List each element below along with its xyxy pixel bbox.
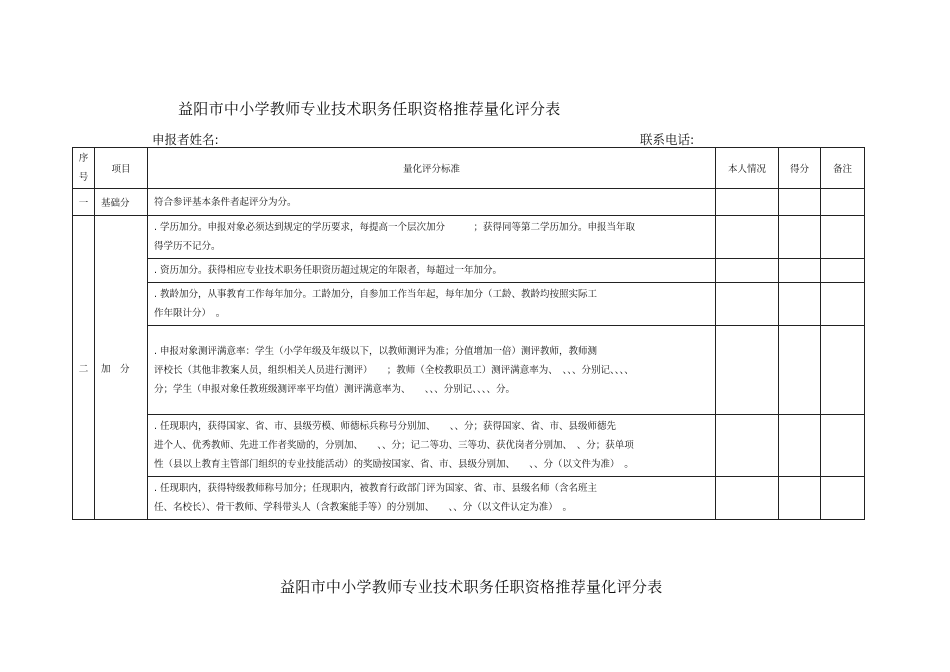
score-cell[interactable]: [779, 216, 821, 259]
header-number-top: 序: [78, 153, 89, 164]
score-cell[interactable]: [779, 283, 821, 326]
applicant-name-label: 申报者姓名:: [152, 132, 219, 147]
header-number: [73, 148, 95, 189]
page-title-repeat: 益阳市中小学教师专业技术职务任职资格推荐量化评分表: [280, 578, 663, 596]
table-row: [73, 216, 865, 259]
header-item: 项目: [95, 148, 148, 189]
self-cell[interactable]: [716, 259, 779, 283]
note-cell[interactable]: [821, 216, 865, 259]
row-item: 加 分: [95, 216, 148, 520]
table-row: [73, 189, 865, 216]
header-score: 得分: [779, 148, 821, 189]
header-standard: 量化评分标准: [148, 148, 716, 189]
row-standard: . 申报对象测评满意率：学生（小学年级及年级以下，以教师测评为准；分值增加一倍）测评教师，教师测 评校长（其他非教案人员，组织相关人员进行测评） ；教师（全校教职员工）测评满意率为、 、、、分别记、、、、 分；学生（申报对象任教班级测评率平均值）测评满意率为、 、、、分别记、、、、分。: [148, 326, 716, 415]
note-cell[interactable]: [821, 283, 865, 326]
header-number-bottom: 号: [78, 172, 89, 183]
score-cell[interactable]: [779, 477, 821, 520]
row-item: 基础分: [95, 189, 148, 216]
table-header-row: [73, 148, 865, 189]
score-cell[interactable]: [779, 415, 821, 477]
row-number: 二: [73, 216, 95, 520]
table-row: [73, 283, 865, 326]
self-cell[interactable]: [716, 477, 779, 520]
self-cell[interactable]: [716, 283, 779, 326]
table-row: [73, 415, 865, 477]
row-standard: . 资历加分。获得相应专业技术职务任职资历超过规定的年限者，每超过一年加分。: [148, 259, 716, 283]
row-number: 一: [73, 189, 95, 216]
self-cell[interactable]: [716, 415, 779, 477]
page-title: 益阳市中小学教师专业技术职务任职资格推荐量化评分表: [178, 100, 561, 118]
row-standard: . 学历加分。申报对象必须达到规定的学历要求，每提高一个层次加分 ；获得同等第二学历加分。申报当年取 得学历不记分。: [148, 216, 716, 259]
header-note: 备注: [821, 148, 865, 189]
self-cell[interactable]: [716, 189, 779, 216]
self-cell[interactable]: [716, 326, 779, 415]
note-cell[interactable]: [821, 326, 865, 415]
table-row: [73, 477, 865, 520]
note-cell[interactable]: [821, 415, 865, 477]
table-row: [73, 259, 865, 283]
phone-label: 联系电话:: [640, 132, 695, 147]
score-cell[interactable]: [779, 326, 821, 415]
row-standard: 符合参评基本条件者起评分为分。: [148, 189, 716, 216]
note-cell[interactable]: [821, 259, 865, 283]
score-cell[interactable]: [779, 259, 821, 283]
row-standard: . 任现职内，获得特级教师称号加分；任现职内，被教育行政部门评为国家、省、市、县级名师（含名班主 任、名校长）、骨干教师、学科带头人（含教案能手等）的分别加、 、、分（以文件认定为准） 。: [148, 477, 716, 520]
note-cell[interactable]: [821, 189, 865, 216]
self-cell[interactable]: [716, 216, 779, 259]
header-self: 本人情况: [716, 148, 779, 189]
scoring-table: [72, 147, 865, 520]
table-row: [73, 326, 865, 415]
note-cell[interactable]: [821, 477, 865, 520]
row-standard: . 任现职内，获得国家、省、市、县级劳模、师德标兵称号分别加、 、、分；获得国家、省、市、县级师德先 进个人、优秀教师、先进工作者奖励的，分别加、 、、分；记二等功、三等功、获优岗者分别加、 、分；获单项 性（县以上教育主管部门组织的专业技能活动）的奖励按国家、省、市、县级分别加、 、、分（以文件为准） 。: [148, 415, 716, 477]
row-standard: . 教龄加分，从事教育工作每年加分。工龄加分，自参加工作当年起，每年加分（工龄、教龄均按照实际工 作年限计分） 。: [148, 283, 716, 326]
score-cell[interactable]: [779, 189, 821, 216]
